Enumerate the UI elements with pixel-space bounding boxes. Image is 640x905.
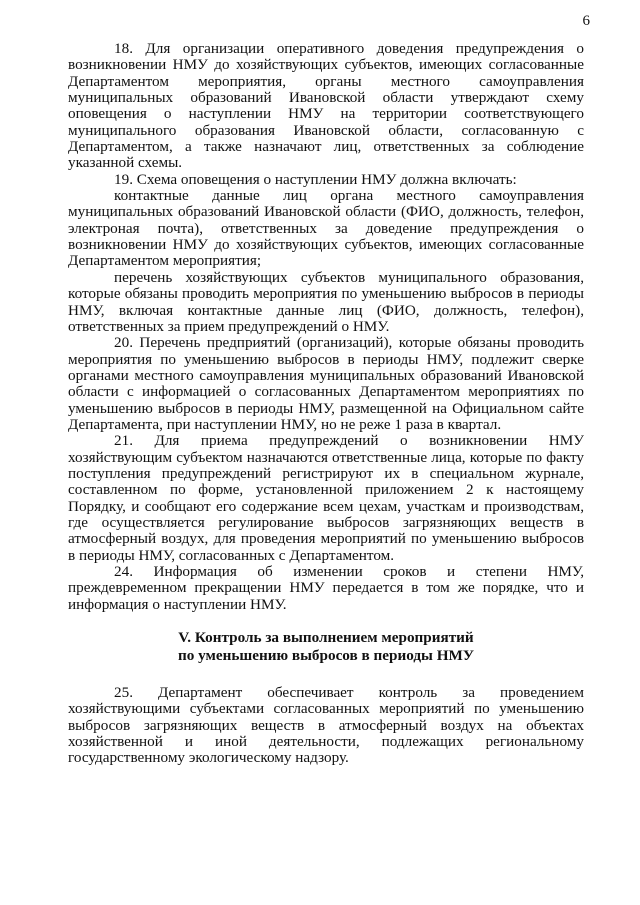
paragraph-20: 20. Перечень предприятий (организаций), которые обязаны проводить мероприятия по уменьшению выбросов в периоды НМУ, подлежит сверке органами местного самоуправления муниципальных образований Ивановской области с информацией о согласованных Департаментом мероприятиях по уменьшению выбросов в периоды НМУ, размещенной на Официальном сайте Департамента, при наступлении НМУ, но не реже 1 раза в квартал. — [68, 334, 584, 433]
paragraph-19-list: перечень хозяйствующих субъектов муниципального образования, которые обязаны проводить мероприятия по уменьшению выбросов в периоды НМУ, включая контактные данные лиц (ФИО, должность, телефон), ответственных за прием предупреждений о НМУ. — [68, 268, 584, 335]
heading-spacer — [68, 664, 584, 685]
paragraph-19-contacts: контактные данные лиц органа местного самоуправления муниципальных образований Ивановской области (ФИО, должность, телефон, электроная почта), ответственных за доведение предупреждения о возникновении НМУ до хозяйствующих субъектов, имеющих согласованные Департаментом мероприятия; — [68, 187, 584, 270]
paragraph-19: 19. Схема оповещения о наступлении НМУ должна включать: — [114, 170, 517, 188]
section-5-heading — [68, 629, 584, 664]
section-5-heading-line-2: по уменьшению выбросов в периоды НМУ — [178, 646, 474, 664]
paragraph-21: 21. Для приема предупреждений о возникновении НМУ хозяйствующим субъектом назначаются ответственные лица, которые по факту поступления предупреждений регистрируют их в специальном журнале, составленном по форме, установленной приложением 2 к настоящему Порядку, и сообщают его содержание всем цехам, участкам и производствам, где осуществляется регулирование выбросов загрязняющих веществ в атмосферный воздух, для проведения мероприятий по уменьшению выбросов в периоды НМУ, согласованных с Департаментом. — [68, 432, 584, 564]
document-body — [68, 41, 584, 767]
paragraph-24: 24. Информация об изменении сроков и степени НМУ, преждевременном прекращении НМУ передается в том же порядке, что и информация о наступлении НМУ. — [68, 563, 584, 613]
paragraph-18: 18. Для организации оперативного доведения предупреждения о возникновении НМУ до хозяйствующих субъектов, имеющих согласованные Департаментом мероприятия, органы местного самоуправления муниципальных образований Ивановской области утверждают схему оповещения о наступлении НМУ на территории соответствующего муниципального образования Ивановской области, согласованную с Департаментом, а также назначают лиц, ответственных за соблюдение указанной схемы. — [68, 40, 584, 172]
section-5-heading-line-1: V. Контроль за выполнением мероприятий — [178, 629, 474, 647]
paragraph-25: 25. Департамент обеспечивает контроль за проведением хозяйствующими субъектами согласованных мероприятий по уменьшению выбросов загрязняющих веществ в атмосферный воздух на объектах хозяйственной и иной деятельности, подлежащих региональному государственному экологическому надзору. — [68, 684, 584, 767]
page-number: 6 — [582, 13, 590, 29]
